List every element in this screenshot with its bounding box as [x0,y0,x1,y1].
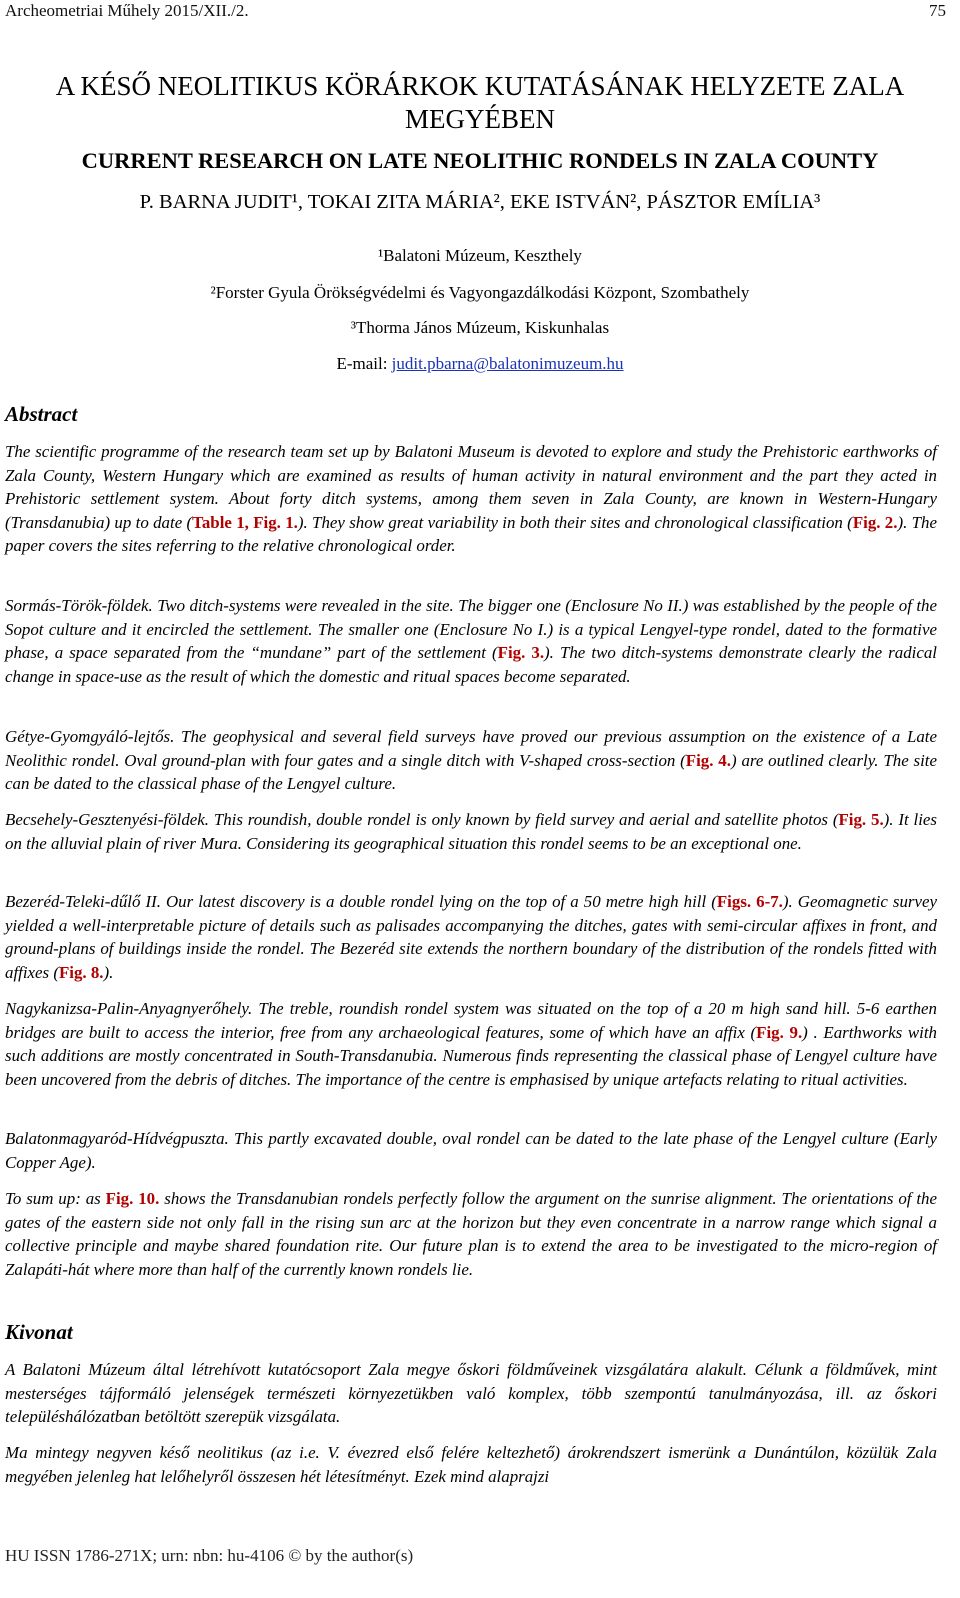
email-line [0,353,960,375]
affiliation-1: ¹Balatoni Múzeum, Keszthely [378,246,582,265]
abstract-paragraph-5: Bezeréd-Teleki-dűlő II. Our latest discovery is a double rondel lying on the top of a 50 metre high hill (Figs. 6-7.). Geomagnetic survey yielded a well-interpretable picture of details such as palisades accompanying the ditches, gates with semi-circular affixes in front, and ground-plans of buildings inside the rondel. The Bezeréd site extends the northern boundary of the distribution of the rondels fitted with affixes (Fig. 8.). [5,892,937,982]
running-header [5,0,946,26]
abstract-paragraph-2: Sormás-Török-földek. Two ditch-systems were revealed in the site. The bigger one (Enclosure No II.) was established by the people of the Sopot culture and it encircled the settlement. The smaller one (Enclosure No I.) is a typical Lengyel-type rondel, dated to the formative phase, a space separated from the “mundane” part of the settlement (Fig. 3.). The two ditch-systems demonstrate clearly the radical change in space-use as the result of which the domestic and ritual spaces become separated. [5,596,937,686]
affiliation-2: ²Forster Gyula Örökségvédelmi és Vagyongazdálkodási Központ, Szombathely [210,283,750,302]
affiliation-3: ³Thorma János Múzeum, Kiskunhalas [350,318,610,337]
abstract-paragraph-4: Becsehely-Gesztenyési-földek. This roundish, double rondel is only known by field survey and aerial and satellite photos (Fig. 5.). It lies on the alluvial plain of river Mura. Considering its geographical situation this rondel seems to be an exceptional one. [5,810,937,853]
page-number: 75 [929,1,946,20]
abstract-heading: Abstract [5,402,78,426]
figure-ref[interactable]: Fig. 4. [685,750,731,770]
kivonat-paragraph-2: Ma mintegy negyven késő neolitikus (az i.e. V. évezred első felére keltezhető) árokrendszert ismerünk a Dunántúlon, közülük Zala megyében jelenleg hat lelőhelyről összesen hét létesítményt. Ezek mind alaprajzi [5,1443,937,1486]
figure-ref[interactable]: Fig. 10. [105,1189,160,1208]
figure-ref[interactable]: Fig. 9. [756,1022,803,1042]
footer-issn: HU ISSN 1786-271X; urn: nbn: hu-4106 © by the author(s) [5,1546,414,1565]
title-english: CURRENT RESEARCH ON LATE NEOLITHIC RONDELS IN ZALA COUNTY [81,148,879,173]
authors: P. BARNA JUDIT¹, TOKAI ZITA MÁRIA², EKE ISTVÁN², PÁSZTOR EMÍLIA³ [139,191,821,213]
figure-ref[interactable]: Fig. 2. [852,512,898,532]
abstract-paragraph-3: Gétye-Gyomgyáló-lejtős. The geophysical and several field surveys have proved our previous assumption on the existence of a Late Neolithic rondel. Oval ground-plan with four gates and a single ditch with V-shaped cross-section (Fig. 4.) are outlined clearly. The site can be dated to the classical phase of the Lengyel culture. [5,727,937,794]
abstract-paragraph-8: To sum up: as Fig. 10. shows the Transdanubian rondels perfectly follow the argument on the sunrise alignment. The orientations of the gates of the eastern side not only fall in the rising sun arc at the horizon but they even concentrate in a narrow range which signal a collective principle and maybe shared foundation rite. Our future plan is to extend the area to be investigated to the micro-region of Zalapáti-hát where more than half of the currently known rondels lie. [5,1189,938,1279]
figure-ref[interactable]: Figs. 6-7. [716,892,783,911]
figure-ref[interactable]: Fig. 5. [838,810,884,829]
abstract-paragraph-1: The scientific programme of the research team set up by Balatoni Museum is devoted to explore and study the Prehistoric earthworks of Zala County, Western Hungary which are examined as results of human activity in natural environment and the part they acted in Prehistoric settlement system. About forty ditch systems, among them seven in Zala County, are known in Western-Hungary (Transdanubia) up to date (Table 1, Fig. 1.). They show great variability in both their sites and chronological classification (Fig. 2.). The paper covers the sites referring to the relative chronological order. [5,442,937,556]
email-link[interactable]: judit.pbarna@balatonimuzeum.hu [391,354,624,373]
kivonat-paragraph-1: A Balatoni Múzeum által létrehívott kutatócsoport Zala megye őskori földműveinek vizsgálatára alakult. Célunk a földművek, mint mesterséges tájformáló jelenségek természeti környezetükben való komplex, több szempontú tanulmányozása, ill. az őskori településhálózatban betöltött szerepük vizsgálata. [5,1360,937,1427]
abstract-paragraph-7: Balatonmagyaród-Hídvégpuszta. This partly excavated double, oval rondel can be dated to the late phase of the Lengyel culture (Early Copper Age). [5,1129,937,1172]
figure-ref[interactable]: Fig. 8. [58,962,104,982]
figure-ref[interactable]: Table 1, Fig. 1. [192,512,298,532]
journal-name: Archeometriai Műhely 2015/XII./2. [5,1,249,20]
figure-ref[interactable]: Fig. 3. [497,643,545,663]
title-hungarian: A KÉSŐ NEOLITIKUS KÖRÁRKOK KUTATÁSÁNAK HELYZETE ZALA MEGYÉBEN [55,71,905,134]
abstract-paragraph-6: Nagykanizsa-Palin-Anyagnyerőhely. The treble, roundish rondel system was situated on the top of a 20 m high sand hill. 5-6 earthen bridges are built to access the interior, free from any archaeological features, some of which have an affix (Fig. 9.) . Earthworks with such additions are mostly concentrated in South-Transdanubia. Numerous finds representing the classical phase of Lengyel culture have been uncovered from the debris of ditches. The importance of the centre is emphasised by unique artefacts relating to ritual activities. [5,999,937,1089]
email-label: E-mail: [336,354,392,373]
kivonat-heading: Kivonat [5,1320,73,1344]
